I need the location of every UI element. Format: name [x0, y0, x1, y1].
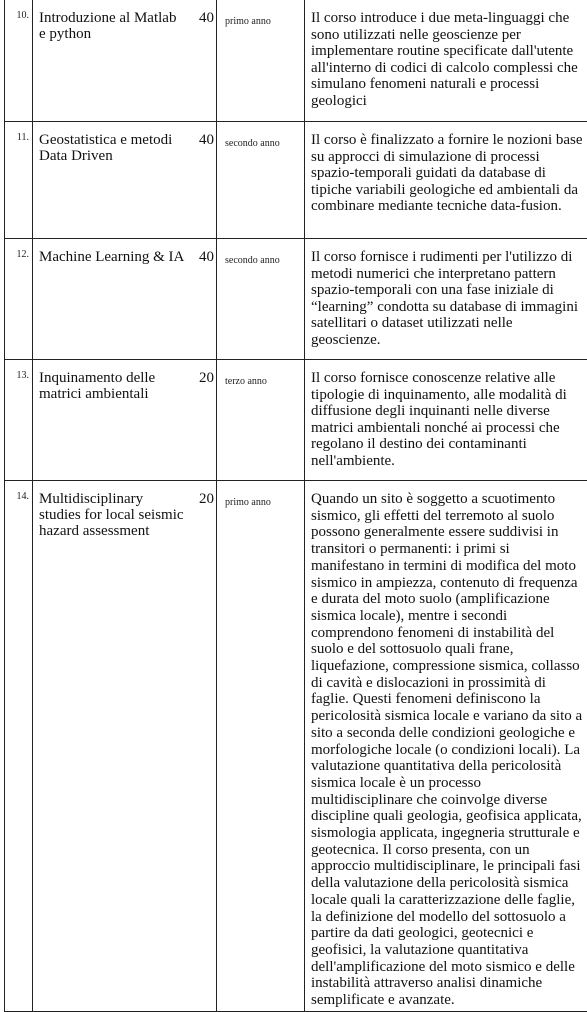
- table-row: [5, 122, 587, 239]
- row-number: 11.: [5, 122, 33, 239]
- course-description: Il corso è finalizzato a fornire le nozioni base su approcci di simulazione di processi spazio-temporali guidati da database di tipiche variabili geologiche ed ambientali da combinare mediante tecniche data-fusion.: [305, 122, 587, 239]
- course-description: Il corso fornisce conoscenze relative alle tipologie di inquinamento, alle modalità di diffusione degli inquinanti nelle diverse matrici ambientali nonché ai processi che regolano il destino dei contaminanti nell'ambiente.: [305, 360, 587, 481]
- course-year: primo anno: [217, 0, 305, 122]
- course-title: Machine Learning & IA: [33, 239, 187, 360]
- course-hours: 40: [187, 239, 217, 360]
- row-number: 13.: [5, 360, 33, 481]
- table-row: [5, 239, 587, 360]
- course-description: Quando un sito è soggetto a scuotimento sismico, gli effetti del terremoto al suolo possono generalmente essere suddivisi in transitori o permanenti: i primi si manifestano in termini di modifica del moto sismico in ampiezza, contenuto di frequenza e durata del moto suolo (amplificazione sismica locale), mentre i secondi comprendono fenomeni di instabilità del suolo e del sottosuolo quali frane, liquefazione, compressione sismica, collasso di cavità e dislocazioni in prossimità di faglie. Questi fenomeni definiscono la pericolosità sismica locale e variano da sito a sito a seconda delle condizioni geologiche e morfologiche locale (o condizioni locali). La valutazione quantitativa della pericolosità sismica locale è un processo multidisciplinare che coinvolge diverse discipline quali geologia, geofisica applicata, sismologia applicata, ingegneria strutturale e geotecnica. Il corso presenta, con un approccio multidisciplinare, le principali fasi della valutazione della pericolosità sismica locale quali la caratterizzazione delle faglie, la definizione del modello del sottosuolo a partire da dati geologici, geotecnici e geofisici, la valutazione quantitativa dell'amplificazione del moto sismico e delle instabilità attraverso analisi dinamiche semplificate e avanzate.: [305, 481, 587, 1012]
- course-year: secondo anno: [217, 239, 305, 360]
- course-title: Inquinamento delle matrici ambientali: [33, 360, 187, 481]
- table-row: [5, 0, 587, 122]
- course-title: Multidisciplinary studies for local seismic hazard assessment: [33, 481, 187, 1012]
- course-description: Il corso introduce i due meta-linguaggi che sono utilizzati nelle geoscienze per implementare routine specificate dall'utente all'interno di codici di calcolo complessi che simulano fenomeni naturali e processi geologici: [305, 0, 587, 122]
- table-row: [5, 481, 587, 1012]
- row-number: 14.: [5, 481, 33, 1012]
- course-year: secondo anno: [217, 122, 305, 239]
- course-title: Geostatistica e metodi Data Driven: [33, 122, 187, 239]
- course-year: primo anno: [217, 481, 305, 1012]
- course-hours: 20: [187, 481, 217, 1012]
- course-hours: 40: [187, 0, 217, 122]
- course-hours: 20: [187, 360, 217, 481]
- course-year: terzo anno: [217, 360, 305, 481]
- row-number: 10.: [5, 0, 33, 122]
- course-table: [4, 0, 587, 1012]
- course-description: Il corso fornisce i rudimenti per l'utilizzo di metodi numerici che interpretano pattern spazio-temporali con una fase iniziale di “learning” condotta su database di immagini satellitari o dataset utilizzati nelle geoscienze.: [305, 239, 587, 360]
- course-hours: 40: [187, 122, 217, 239]
- row-number: 12.: [5, 239, 33, 360]
- table-row: [5, 360, 587, 481]
- course-title: Introduzione al Matlab e python: [33, 0, 187, 122]
